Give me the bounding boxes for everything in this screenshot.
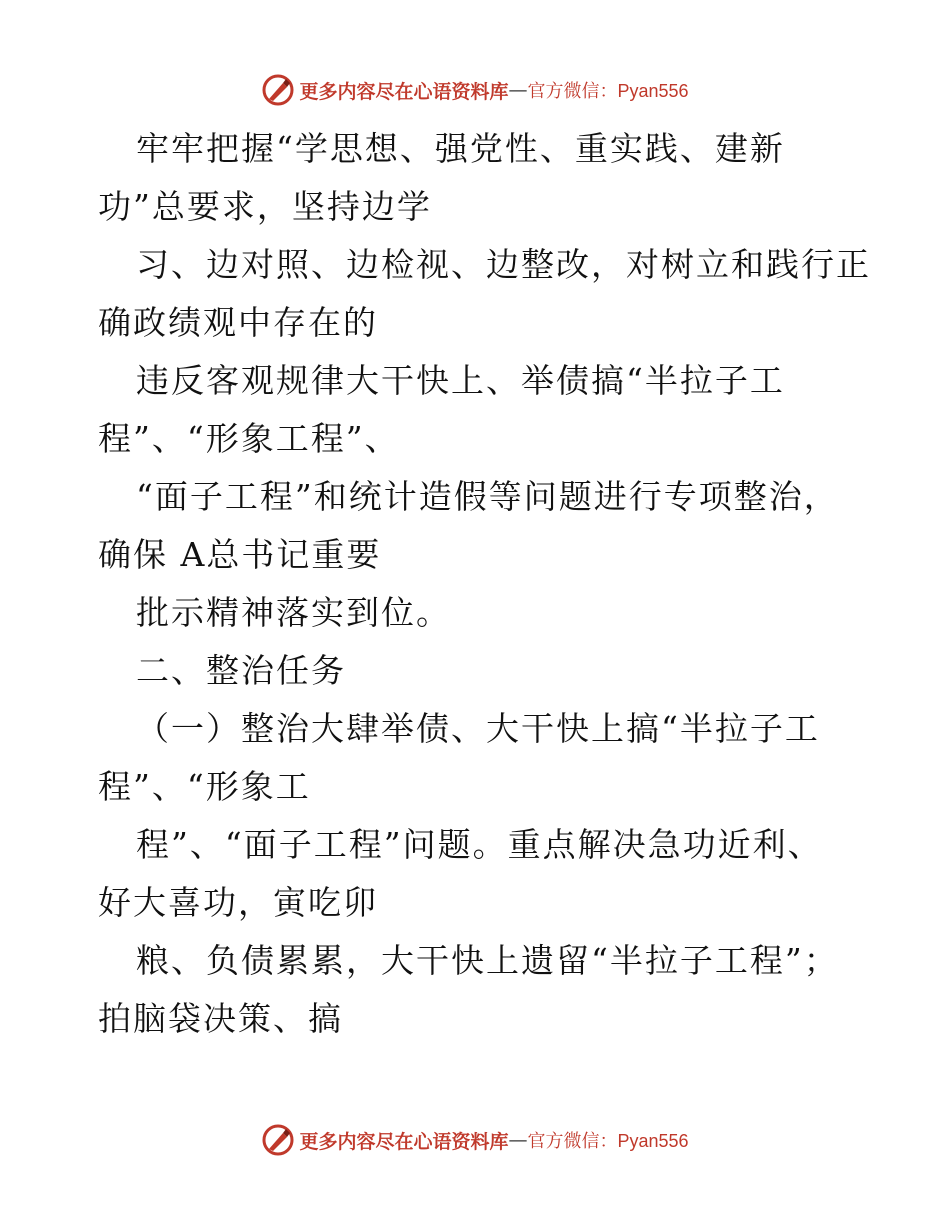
footer-banner xyxy=(0,1120,950,1160)
body-line: 粮、负债累累，大干快上遗留“半拉子工程”； xyxy=(136,941,839,980)
body-line: “面子工程”和统计造假等问题进行专项整治， xyxy=(136,477,839,516)
body-line: 程”、“形象工 xyxy=(98,767,311,806)
body-line: 确政绩观中存在的 xyxy=(98,303,378,342)
body-line: 程”、“面子工程”问题。重点解决急功近利、 xyxy=(136,825,823,864)
document-body xyxy=(98,126,898,1054)
body-line: 拍脑袋决策、搞 xyxy=(98,999,343,1038)
body-line: 批示精神落实到位。 xyxy=(136,593,451,632)
banner-site-text: 更多内容尽在心语资料库 xyxy=(299,80,509,103)
subsection-heading: （一）整治大肆举债、大干快上搞“半拉子工 xyxy=(136,709,820,748)
body-line: 违反客观规律大干快上、举债搞“半拉子工 xyxy=(136,361,785,400)
banner-separator: — xyxy=(508,1129,528,1151)
banner-separator: — xyxy=(508,79,528,101)
body-line: 牢牢把握“学思想、强党性、重实践、建新 xyxy=(136,129,785,168)
body-line: 习、边对照、边检视、边整改，对树立和践行正 xyxy=(136,245,871,284)
header-banner xyxy=(0,70,950,110)
body-line: 程”、“形象工程”、 xyxy=(98,419,400,458)
body-line: 确保 A总书记重要 xyxy=(98,535,382,574)
pen-logo-icon xyxy=(261,73,295,107)
body-line: 好大喜功，寅吃卯 xyxy=(98,883,378,922)
banner-wechat-text: 官方微信：Pyan556 xyxy=(527,1131,689,1151)
pen-logo-icon xyxy=(261,1123,295,1157)
banner-wechat-text: 官方微信：Pyan556 xyxy=(527,81,689,101)
section-heading: 二、整治任务 xyxy=(136,651,346,690)
body-line: 功”总要求，坚持边学 xyxy=(98,187,432,226)
banner-site-text: 更多内容尽在心语资料库 xyxy=(299,1130,509,1153)
